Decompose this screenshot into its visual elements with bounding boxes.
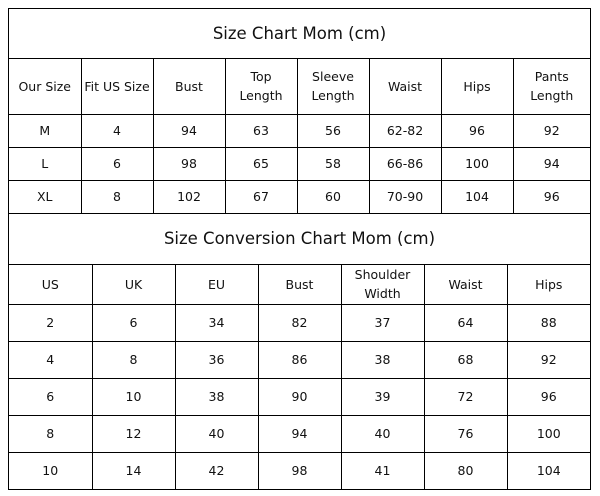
cell: 98 xyxy=(258,452,341,489)
cell: M xyxy=(9,114,81,147)
col-header-pants-length: Pants Length xyxy=(513,58,590,114)
cell: 14 xyxy=(92,452,175,489)
cell: 10 xyxy=(92,378,175,415)
cell: 76 xyxy=(424,415,507,452)
cell: 8 xyxy=(81,180,153,213)
cell: 6 xyxy=(81,147,153,180)
col-header-hips: Hips xyxy=(507,264,590,304)
cell: 82 xyxy=(258,304,341,341)
cell: 100 xyxy=(441,147,513,180)
cell: 94 xyxy=(258,415,341,452)
cell: 92 xyxy=(507,341,590,378)
col-header-bust: Bust xyxy=(258,264,341,304)
cell: 96 xyxy=(441,114,513,147)
cell: 67 xyxy=(225,180,297,213)
col-header-us: US xyxy=(9,264,92,304)
cell: 92 xyxy=(513,114,590,147)
cell: 104 xyxy=(441,180,513,213)
cell: 72 xyxy=(424,378,507,415)
cell: 64 xyxy=(424,304,507,341)
cell: 2 xyxy=(9,304,92,341)
cell: 66-86 xyxy=(369,147,441,180)
cell: 4 xyxy=(81,114,153,147)
cell: L xyxy=(9,147,81,180)
cell: 37 xyxy=(341,304,424,341)
table-row xyxy=(9,341,590,378)
cell: 36 xyxy=(175,341,258,378)
col-header-waist: Waist xyxy=(369,58,441,114)
cell: 65 xyxy=(225,147,297,180)
cell: 12 xyxy=(92,415,175,452)
table-row xyxy=(9,147,590,180)
col-header-eu: EU xyxy=(175,264,258,304)
cell: 8 xyxy=(92,341,175,378)
cell: 96 xyxy=(513,180,590,213)
cell: 70-90 xyxy=(369,180,441,213)
table-row xyxy=(9,304,590,341)
col-header-top-length: Top Length xyxy=(225,58,297,114)
cell: 86 xyxy=(258,341,341,378)
size-conversion-chart-title: Size Conversion Chart Mom (cm) xyxy=(9,213,590,264)
cell: 10 xyxy=(9,452,92,489)
cell: 80 xyxy=(424,452,507,489)
col-header-fit-us-size: Fit US Size xyxy=(81,58,153,114)
cell: 40 xyxy=(341,415,424,452)
cell: 38 xyxy=(341,341,424,378)
cell: 41 xyxy=(341,452,424,489)
col-header-uk: UK xyxy=(92,264,175,304)
size-chart-document xyxy=(8,8,591,490)
cell: 58 xyxy=(297,147,369,180)
cell: 100 xyxy=(507,415,590,452)
cell: 68 xyxy=(424,341,507,378)
size-conversion-chart-mom-table xyxy=(9,213,590,490)
cell: 94 xyxy=(153,114,225,147)
cell: 60 xyxy=(297,180,369,213)
cell: 56 xyxy=(297,114,369,147)
cell: 8 xyxy=(9,415,92,452)
cell: 102 xyxy=(153,180,225,213)
cell: 6 xyxy=(92,304,175,341)
table-row xyxy=(9,415,590,452)
col-header-our-size: Our Size xyxy=(9,58,81,114)
cell: 90 xyxy=(258,378,341,415)
size-chart-title: Size Chart Mom (cm) xyxy=(9,9,590,58)
table-row xyxy=(9,114,590,147)
cell: 63 xyxy=(225,114,297,147)
table-row xyxy=(9,180,590,213)
cell: 4 xyxy=(9,341,92,378)
col-header-sleeve-length: Sleeve Length xyxy=(297,58,369,114)
cell: 39 xyxy=(341,378,424,415)
cell: 40 xyxy=(175,415,258,452)
col-header-waist: Waist xyxy=(424,264,507,304)
cell: 104 xyxy=(507,452,590,489)
cell: 98 xyxy=(153,147,225,180)
cell: 34 xyxy=(175,304,258,341)
cell: 94 xyxy=(513,147,590,180)
cell: 6 xyxy=(9,378,92,415)
cell: 42 xyxy=(175,452,258,489)
cell: 96 xyxy=(507,378,590,415)
cell: XL xyxy=(9,180,81,213)
table-row xyxy=(9,378,590,415)
col-header-hips: Hips xyxy=(441,58,513,114)
size-chart-mom-table xyxy=(9,9,590,214)
col-header-shoulder-width: Shoulder Width xyxy=(341,264,424,304)
table-row xyxy=(9,452,590,489)
cell: 38 xyxy=(175,378,258,415)
cell: 88 xyxy=(507,304,590,341)
cell: 62-82 xyxy=(369,114,441,147)
col-header-bust: Bust xyxy=(153,58,225,114)
